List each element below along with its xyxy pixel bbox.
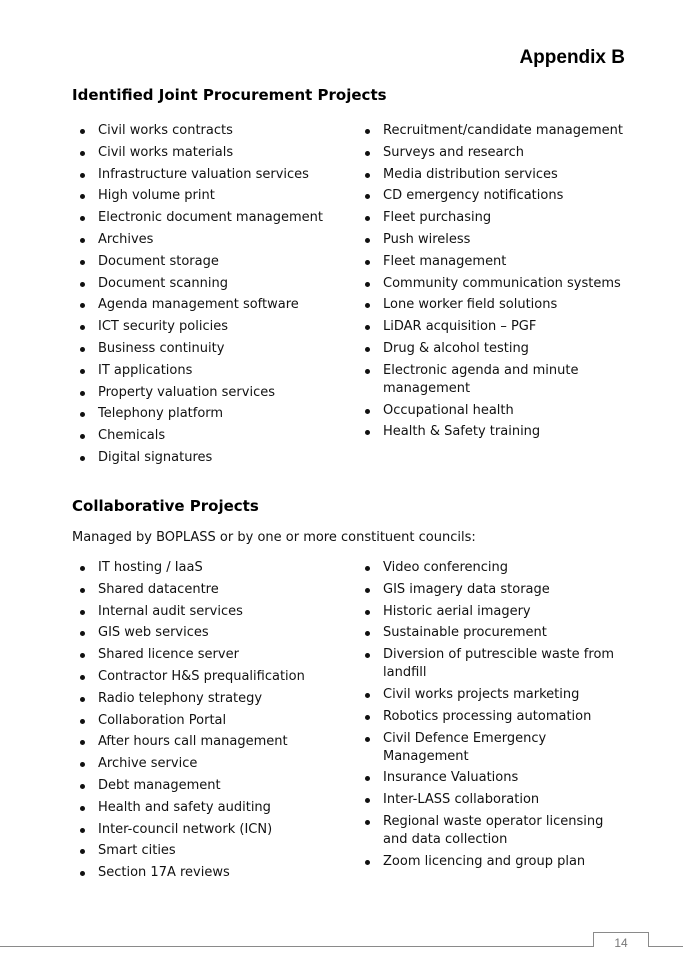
list-item: Business continuity: [74, 340, 344, 358]
list-item: Civil works contracts: [74, 122, 344, 140]
list-item: Insurance Valuations: [359, 769, 629, 787]
section-heading-collaborative: Collaborative Projects: [72, 497, 259, 515]
list-item: After hours call management: [74, 733, 344, 751]
list-item: Telephony platform: [74, 405, 344, 423]
list-item: Fleet management: [359, 253, 624, 271]
list-item: Historic aerial imagery: [359, 603, 629, 621]
list-item: IT hosting / IaaS: [74, 559, 344, 577]
list-item: Zoom licencing and group plan: [359, 853, 629, 871]
section-heading-joint-procurement: Identified Joint Procurement Projects: [72, 86, 387, 104]
list-item: Archive service: [74, 755, 344, 773]
list-item: Community communication systems: [359, 275, 624, 293]
list-item: Sustainable procurement: [359, 624, 629, 642]
list-item: Section 17A reviews: [74, 864, 344, 882]
list-item: Regional waste operator licensing and data collection: [359, 813, 629, 849]
footer-rule: [0, 946, 683, 947]
list-item: Collaboration Portal: [74, 712, 344, 730]
list-item: Diversion of putrescible waste from landfill: [359, 646, 629, 682]
list-item: Document storage: [74, 253, 344, 271]
list-item: LiDAR acquisition – PGF: [359, 318, 624, 336]
list-item: IT applications: [74, 362, 344, 380]
list-item: Shared licence server: [74, 646, 344, 664]
list-item: Push wireless: [359, 231, 624, 249]
list-item: Drug & alcohol testing: [359, 340, 624, 358]
list-item: Occupational health: [359, 402, 624, 420]
list-item: High volume print: [74, 187, 344, 205]
list-item: Electronic document management: [74, 209, 344, 227]
joint-procurement-list-left: [74, 122, 344, 471]
list-item: Fleet purchasing: [359, 209, 624, 227]
list-item: Document scanning: [74, 275, 344, 293]
appendix-label: Appendix B: [519, 47, 625, 68]
list-item: Digital signatures: [74, 449, 344, 467]
list-item: Archives: [74, 231, 344, 249]
collaborative-list-left: [74, 559, 344, 886]
joint-procurement-list-right: [359, 122, 624, 445]
list-item: Health & Safety training: [359, 423, 624, 441]
list-item: Electronic agenda and minute management: [359, 362, 624, 398]
list-item: ICT security policies: [74, 318, 344, 336]
collaborative-intro: Managed by BOPLASS or by one or more constituent councils:: [72, 530, 476, 545]
list-item: Chemicals: [74, 427, 344, 445]
list-item: Video conferencing: [359, 559, 629, 577]
list-item: Civil works projects marketing: [359, 686, 629, 704]
list-item: Agenda management software: [74, 296, 344, 314]
list-item: Recruitment/candidate management: [359, 122, 624, 140]
collaborative-list-right: [359, 559, 629, 875]
list-item: Media distribution services: [359, 166, 624, 184]
list-item: Health and safety auditing: [74, 799, 344, 817]
list-item: Smart cities: [74, 842, 344, 860]
list-item: Inter-LASS collaboration: [359, 791, 629, 809]
list-item: Contractor H&S prequalification: [74, 668, 344, 686]
list-item: Robotics processing automation: [359, 708, 629, 726]
list-item: Civil works materials: [74, 144, 344, 162]
list-item: Lone worker field solutions: [359, 296, 624, 314]
list-item: Inter-council network (ICN): [74, 821, 344, 839]
page-number: 14: [593, 932, 649, 947]
list-item: Debt management: [74, 777, 344, 795]
list-item: Civil Defence Emergency Management: [359, 730, 629, 766]
list-item: GIS web services: [74, 624, 344, 642]
list-item: CD emergency notifications: [359, 187, 624, 205]
list-item: GIS imagery data storage: [359, 581, 629, 599]
list-item: Property valuation services: [74, 384, 344, 402]
list-item: Infrastructure valuation services: [74, 166, 344, 184]
list-item: Shared datacentre: [74, 581, 344, 599]
list-item: Radio telephony strategy: [74, 690, 344, 708]
list-item: Surveys and research: [359, 144, 624, 162]
list-item: Internal audit services: [74, 603, 344, 621]
